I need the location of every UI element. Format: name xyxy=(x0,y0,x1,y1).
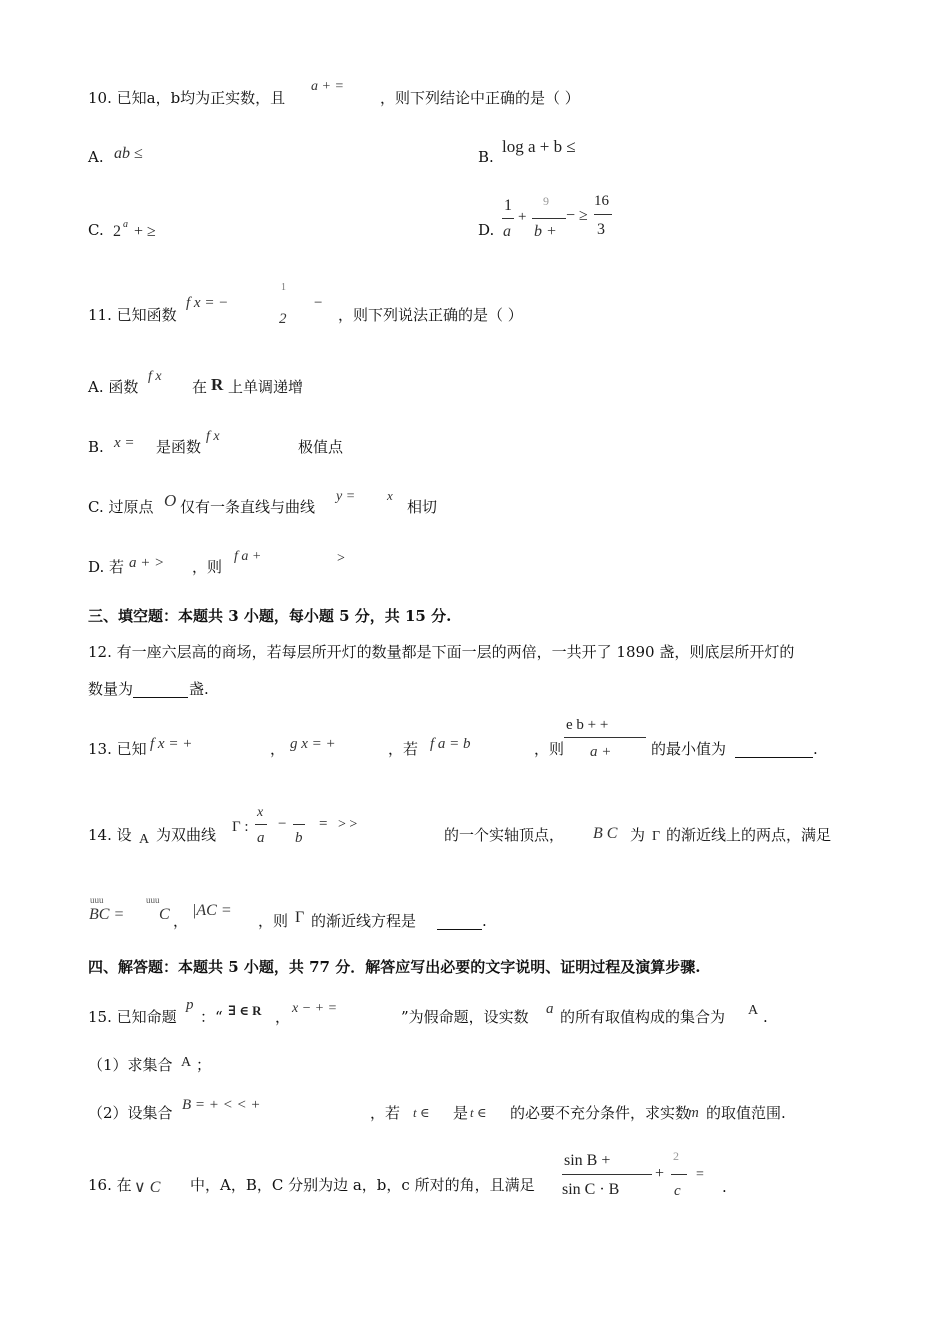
q14-gamma2: Γ xyxy=(652,829,661,844)
q10-option-d-label: D. xyxy=(478,221,495,239)
q15-sub1: （1）求集合 xyxy=(88,1056,173,1074)
q15-comma: ， xyxy=(275,1008,291,1026)
q15-t1: t ∈ xyxy=(413,1105,430,1120)
q14-minus: − xyxy=(278,816,287,832)
q10-option-d-den3: 3 xyxy=(597,221,605,238)
q14-cond: > > xyxy=(338,817,358,832)
q14-A: A xyxy=(139,832,150,847)
q11-formula: f x = − xyxy=(186,295,229,311)
q10-option-c-rest: + ≥ xyxy=(134,223,156,240)
q16-num2: 2 xyxy=(673,1149,679,1163)
q11-option-c-O: O xyxy=(164,491,177,510)
q10-option-d-den1: a xyxy=(503,223,511,240)
q13-text3: ，则 xyxy=(534,740,565,758)
q14-abs-AC: |AC = xyxy=(192,902,232,919)
q10-option-a-label: A. xyxy=(88,148,104,166)
q14-den1: a xyxy=(257,830,265,846)
q10-option-d-fracline1 xyxy=(502,218,514,219)
q11-option-b-text: 是函数 xyxy=(156,438,202,456)
q11-option-b-text-tail: 极值点 xyxy=(298,438,344,456)
q10-option-c-base: 2 xyxy=(113,223,121,240)
q13-fraction-line xyxy=(564,737,646,738)
q14-vec-C: C xyxy=(159,906,170,923)
q15-setB: B = + < < + xyxy=(182,1097,261,1113)
q16-eq: = xyxy=(696,1167,704,1182)
q14-stem: 14. 设 xyxy=(88,826,132,844)
q14-vector-arrow-1: uuu xyxy=(90,895,104,905)
q16-end: . xyxy=(722,1178,727,1196)
q16-stem: 16. 在 xyxy=(88,1176,132,1194)
q11-option-c-label: C. 过原点 xyxy=(88,498,154,516)
q16-plus: + xyxy=(655,1165,665,1182)
q11-option-d-gt: > xyxy=(337,551,345,566)
q10-option-a-formula: ab ≤ xyxy=(114,145,143,162)
q13-denominator: a + xyxy=(590,744,612,760)
q10-option-d-ge: − ≥ xyxy=(566,207,588,224)
q16-numerator: sin B + xyxy=(564,1152,611,1169)
q16-fraction-line xyxy=(562,1174,652,1175)
q15-sub2-c: 是 xyxy=(453,1104,469,1122)
q14-text2: 为双曲线 xyxy=(156,826,217,844)
q14-vector-arrow-2: uuu xyxy=(146,895,160,905)
q11-option-c-y: y = xyxy=(336,489,356,504)
q10-option-c-exponent: a xyxy=(123,219,128,230)
q14-text7: 的渐近线方程是 xyxy=(311,912,417,930)
q10-option-b-formula: log a + b ≤ xyxy=(502,137,576,156)
q15-sub2-b: ，若 xyxy=(370,1104,401,1122)
q11-option-a-R: R xyxy=(211,375,224,394)
q13-stem: 13. 已知 xyxy=(88,740,147,758)
q14-den2: b xyxy=(295,830,303,846)
q14-text3: 的一个实轴顶点， xyxy=(444,826,565,844)
q11-option-b-f: f x xyxy=(206,429,220,444)
q11-option-c-text: 仅有一条直线与曲线 xyxy=(180,498,316,516)
q12-answer-blank[interactable] xyxy=(133,682,188,698)
q15-equation: x − + = xyxy=(292,1001,338,1016)
q16-den2: c xyxy=(674,1183,681,1199)
q15-m: m xyxy=(688,1105,699,1121)
q11-option-b-x: x = xyxy=(114,435,135,451)
q15-stem: 15. 已知命题 xyxy=(88,1008,177,1026)
q10-stem-tail: ，则下列结论中正确的是（ ） xyxy=(380,89,580,107)
q10-option-d-plus: + xyxy=(518,209,527,225)
q11-stem: 11. 已知函数 xyxy=(88,306,177,324)
q16-text2: 中，A，B，C 分别为边 a，b，c 所对的角，且满足 xyxy=(190,1176,535,1194)
q15-sub1-end: ； xyxy=(196,1056,212,1074)
q14-fracline1 xyxy=(255,824,267,825)
q11-option-d-f: f a + xyxy=(234,549,262,564)
q11-option-a-f: f x xyxy=(148,369,162,384)
q10-option-c-label: C. xyxy=(88,221,104,239)
q13-answer-blank[interactable] xyxy=(735,742,813,758)
q14-num1: x xyxy=(257,805,264,820)
q11-option-a-text-tail: 上单调递增 xyxy=(228,378,304,396)
q10-option-d-num3: 16 xyxy=(594,193,609,209)
q13-comma: ， xyxy=(270,740,286,758)
q13-f-def: f x = + xyxy=(150,736,193,752)
q15-text2: ：“ xyxy=(200,1008,223,1026)
q10-option-d-num1: 1 xyxy=(504,197,512,214)
q10-option-d-fracline3 xyxy=(594,214,612,215)
q11-option-d-label: D. 若 xyxy=(88,558,125,576)
q11-option-a-label: A. 函数 xyxy=(88,378,139,396)
q15-a: a xyxy=(546,1001,554,1017)
q13-end: . xyxy=(813,740,818,758)
q11-option-c-text-tail: 相切 xyxy=(407,498,438,516)
q10-option-d-num2: 9 xyxy=(543,194,549,208)
q14-gamma: Γ : xyxy=(232,819,249,835)
q14-text6: ，则 xyxy=(258,912,289,930)
q14-text5: 的渐近线上的两点，满足 xyxy=(666,826,832,844)
q15-sub1-A: A xyxy=(181,1055,192,1070)
q15-sub2-e: 的取值范围. xyxy=(706,1104,786,1122)
q11-formula-denominator: 2 xyxy=(279,311,287,327)
q14-eq: = xyxy=(319,816,328,832)
q15-A: A xyxy=(748,1003,759,1018)
q14-answer-blank[interactable] xyxy=(437,914,482,930)
q11-option-b-label: B. xyxy=(88,438,104,456)
q15-end: . xyxy=(763,1008,768,1026)
q11-option-c-x: x xyxy=(387,488,393,503)
q11-option-d-cond: a + > xyxy=(129,555,165,571)
q10-option-d-den2: b + xyxy=(534,223,557,240)
q14-vec: BC = xyxy=(89,906,125,923)
section-3-title: 三、填空题：本题共 3 小题，每小题 5 分，共 15 分. xyxy=(88,607,452,625)
q12-line2-end: 盏. xyxy=(189,680,209,698)
q11-option-d-text: ，则 xyxy=(192,558,223,576)
q15-text4: 的所有取值构成的集合为 xyxy=(560,1008,726,1026)
q14-text4: 为 xyxy=(630,826,646,844)
q10-stem: 10. 已知a，b均为正实数，且 xyxy=(88,89,286,107)
q11-formula-numerator: 1 xyxy=(281,282,286,293)
q13-text4: 的最小值为 xyxy=(651,740,727,758)
q15-exists: ∃ ∈ R xyxy=(228,1003,262,1018)
q14-comma: ， xyxy=(173,912,189,930)
q11-formula-tail: − xyxy=(314,295,323,311)
q13-numerator: e b + + xyxy=(566,717,609,733)
q15-sub2-d: 的必要不充分条件，求实数 xyxy=(510,1104,691,1122)
q10-option-b-label: B. xyxy=(478,148,494,166)
section-4-title: 四、解答题：本题共 5 小题，共 77 分．解答应写出必要的文字说明、证明过程及演算步骤. xyxy=(88,958,701,976)
q16-triangle: ∨ C xyxy=(134,1179,161,1196)
q15-p: p xyxy=(186,997,194,1013)
q11-option-a-text: 在 xyxy=(192,378,208,396)
q14-BC: B C xyxy=(593,825,618,842)
q15-t2: t ∈ xyxy=(470,1105,487,1120)
q12-line2-start: 数量为 xyxy=(88,680,134,698)
q11-stem-tail: ，则下列说法正确的是（ ） xyxy=(338,306,523,324)
q15-sub2: （2）设集合 xyxy=(88,1104,173,1122)
q14-gamma3: Γ xyxy=(295,909,305,926)
q16-fraction-line-2 xyxy=(671,1174,687,1175)
q14-end: . xyxy=(482,912,487,930)
q13-cond: f a = b xyxy=(430,736,471,752)
q15-text3: ”为假命题，设实数 xyxy=(401,1008,529,1026)
q16-denominator: sin C · B xyxy=(562,1181,620,1198)
q10-option-d-fracline2 xyxy=(532,218,566,219)
q13-g-def: g x = + xyxy=(290,736,336,752)
q13-text2: ，若 xyxy=(388,740,419,758)
q14-fracline2 xyxy=(293,824,305,825)
q12-line1: 12. 有一座六层高的商场，若每层所开灯的数量都是下面一层的两倍，一共开了 1890 盏，则底层所开灯的 xyxy=(88,643,795,661)
q10-formula: a + = xyxy=(311,79,344,94)
